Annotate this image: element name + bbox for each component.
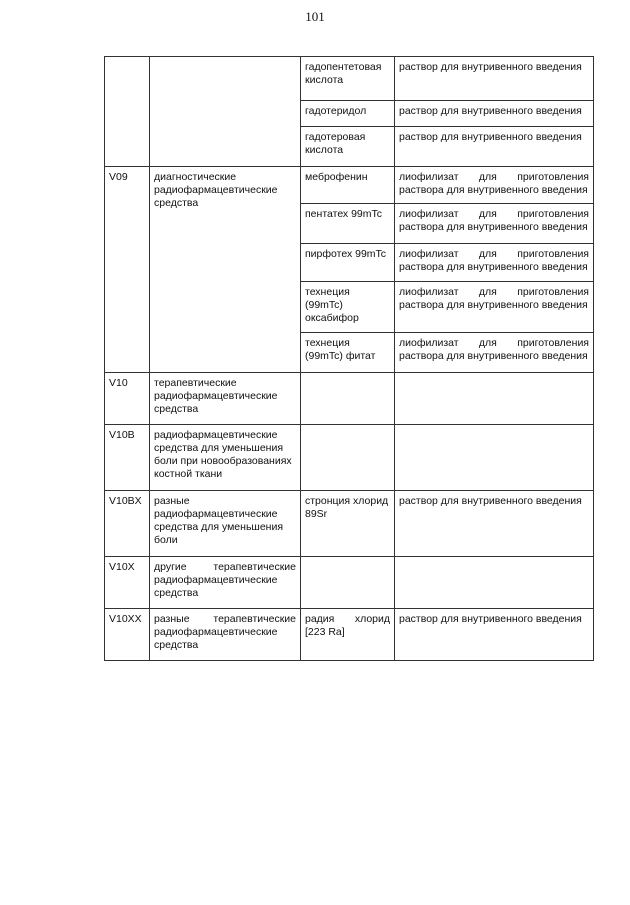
drug-name-cell: гадопентетовая кислота	[301, 57, 395, 101]
atc-code-cell: V10B	[105, 425, 150, 491]
drug-name-cell: стронция хлорид 89Sr	[301, 491, 395, 557]
group-name-cell: разные терапевтические радиофармацевтические средства	[150, 609, 301, 661]
atc-code-cell: V10XX	[105, 609, 150, 661]
dosage-form-cell: раствор для внутривенного введения	[395, 57, 594, 101]
table-row	[105, 557, 594, 609]
drug-name-cell: гадотеровая кислота	[301, 127, 395, 167]
group-name-cell: терапевтические радиофармацевтические средства	[150, 373, 301, 425]
dosage-form-cell	[395, 557, 594, 609]
group-name-cell: диагностические радиофармацевтические средства	[150, 167, 301, 373]
page-number: 101	[305, 9, 325, 24]
drug-name-cell: гадотеридол	[301, 101, 395, 127]
table-row	[105, 425, 594, 491]
dosage-form-cell	[395, 373, 594, 425]
table-row	[105, 609, 594, 661]
atc-drug-table	[104, 56, 594, 661]
table-row	[105, 491, 594, 557]
dosage-form-cell: раствор для внутривенного введения	[395, 609, 594, 661]
dosage-form-cell: лиофилизат для приготовления раствора для внутривенного введения	[395, 333, 594, 373]
atc-code-cell: V10BX	[105, 491, 150, 557]
drug-name-cell: пирфотех 99mTc	[301, 244, 395, 282]
table-row	[105, 373, 594, 425]
group-name-cell: разные радиофармацевтические средства для уменьшения боли	[150, 491, 301, 557]
drug-name-cell: меброфенин	[301, 167, 395, 204]
drug-name-cell	[301, 425, 395, 491]
group-name-cell: другие терапевтические радиофармацевтические средства	[150, 557, 301, 609]
dosage-form-cell: лиофилизат для приготовления раствора для внутривенного введения	[395, 167, 594, 204]
dosage-form-cell: раствор для внутривенного введения	[395, 127, 594, 167]
drug-name-cell: технеция (99mTc) фитат	[301, 333, 395, 373]
drug-name-cell	[301, 557, 395, 609]
drug-name-cell: пентатех 99mTc	[301, 204, 395, 244]
group-name-cell: радиофармацевтические средства для уменьшения боли при новообразованиях костной ткани	[150, 425, 301, 491]
dosage-form-cell: лиофилизат для приготовления раствора для внутривенного введения	[395, 204, 594, 244]
dosage-form-cell: раствор для внутривенного введения	[395, 491, 594, 557]
dosage-form-cell	[395, 425, 594, 491]
group-name-cell	[150, 57, 301, 167]
table-row	[105, 57, 594, 101]
drug-name-cell: радия хлорид [223 Ra]	[301, 609, 395, 661]
dosage-form-cell: лиофилизат для приготовления раствора для внутривенного введения	[395, 282, 594, 333]
dosage-form-cell: раствор для внутривенного введения	[395, 101, 594, 127]
drug-name-cell	[301, 373, 395, 425]
atc-code-cell: V10	[105, 373, 150, 425]
atc-code-cell: V09	[105, 167, 150, 373]
drug-name-cell: технеция (99mTc) оксабифор	[301, 282, 395, 333]
dosage-form-cell: лиофилизат для приготовления раствора для внутривенного введения	[395, 244, 594, 282]
atc-code-cell	[105, 57, 150, 167]
atc-code-cell: V10X	[105, 557, 150, 609]
table-row	[105, 167, 594, 204]
